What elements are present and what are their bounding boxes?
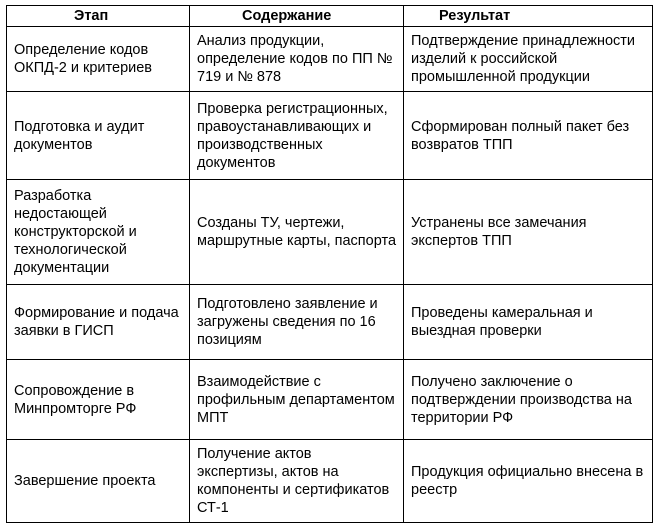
result-cell: Сформирован полный пакет без возвратов ТПП — [404, 92, 653, 180]
content-cell: Созданы ТУ, чертежи, маршрутные карты, паспорта — [190, 180, 404, 285]
table-row — [7, 440, 653, 523]
stage-cell: Подготовка и аудит документов — [7, 92, 190, 180]
stage-cell: Формирование и подача заявки в ГИСП — [7, 285, 190, 360]
result-cell: Устранены все замечания экспертов ТПП — [404, 180, 653, 285]
project-stages-table — [6, 5, 653, 523]
table-row — [7, 180, 653, 285]
content-cell: Проверка регистрационных, правоустанавливающих и производственных документов — [190, 92, 404, 180]
header-stage: Этап — [7, 6, 190, 27]
content-cell: Взаимодействие с профильным департаментом МПТ — [190, 360, 404, 440]
table-row — [7, 360, 653, 440]
table-row — [7, 285, 653, 360]
stage-cell: Сопровождение в Минпромторге РФ — [7, 360, 190, 440]
result-cell: Проведены камеральная и выездная проверки — [404, 285, 653, 360]
table-header-row — [7, 6, 653, 27]
table-row — [7, 92, 653, 180]
content-cell: Анализ продукции, определение кодов по ПП № 719 и № 878 — [190, 27, 404, 92]
stage-cell: Завершение проекта — [7, 440, 190, 523]
result-cell: Подтверждение принадлежности изделий к российской промышленной продукции — [404, 27, 653, 92]
project-stages-table-wrapper — [6, 5, 653, 523]
result-cell: Продукция официально внесена в реестр — [404, 440, 653, 523]
stage-cell: Разработка недостающей конструкторской и технологической документации — [7, 180, 190, 285]
result-cell: Получено заключение о подтверждении производства на территории РФ — [404, 360, 653, 440]
header-result: Результат — [404, 6, 653, 27]
content-cell: Подготовлено заявление и загружены сведения по 16 позициям — [190, 285, 404, 360]
content-cell: Получение актов экспертизы, актов на компоненты и сертификатов СТ-1 — [190, 440, 404, 523]
table-row — [7, 27, 653, 92]
header-content: Содержание — [190, 6, 404, 27]
stage-cell: Определение кодов ОКПД-2 и критериев — [7, 27, 190, 92]
